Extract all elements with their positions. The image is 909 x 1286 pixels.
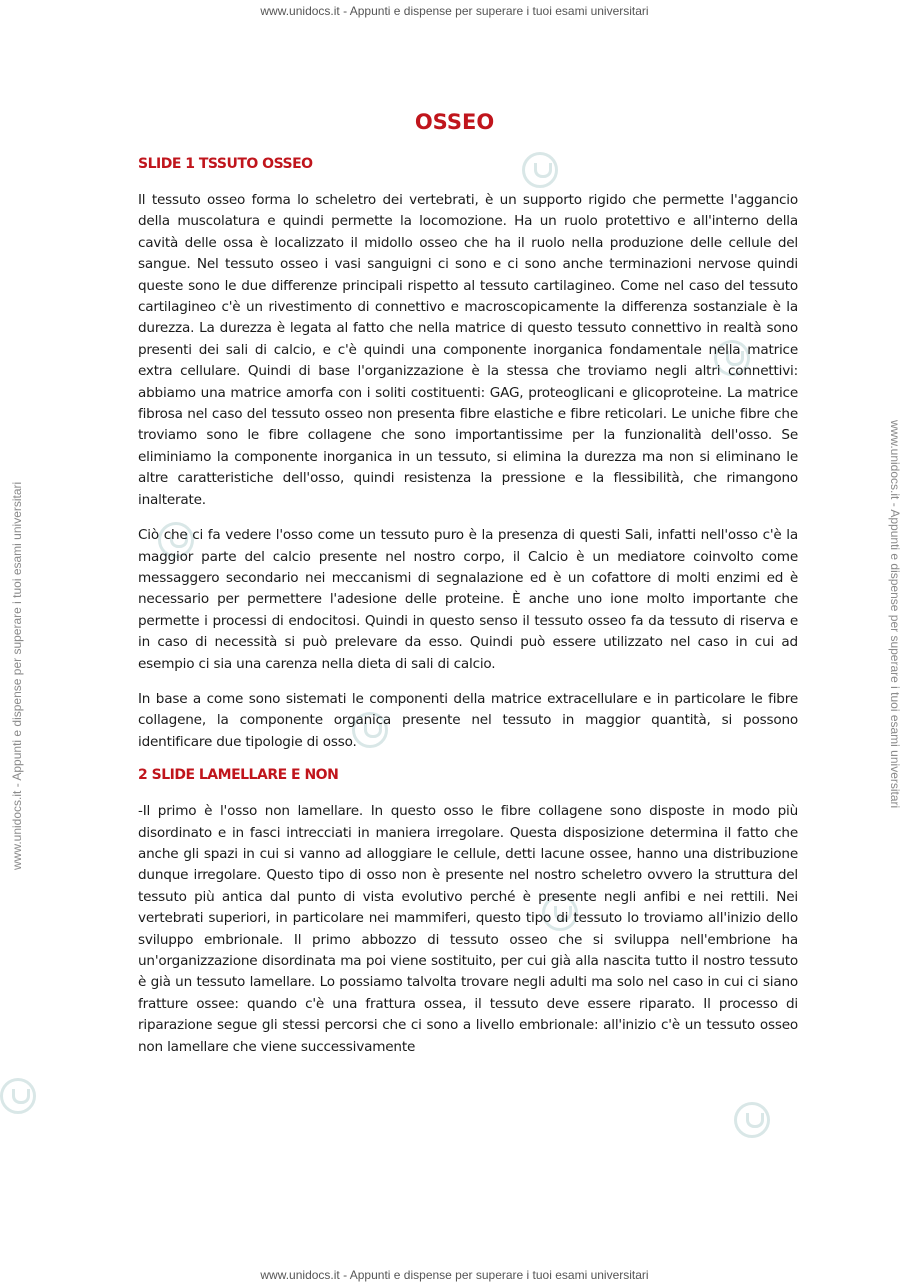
page-title: OSSEO: [414, 110, 495, 134]
watermark-header: www.unidocs.it - Appunti e dispense per superare i tuoi esami universitari: [260, 4, 649, 18]
paragraph: Il tessuto osseo forma lo scheletro dei vertebrati, è un supporto rigido che permette l'aggancio della muscolatura e quindi permette la locomozione. Ha un ruolo protettivo e all'interno della cavità delle ossa è localizzato il midollo osseo che ha il ruolo nella produzione delle cellule del sangue. Nel tessuto osseo i vasi sanguigni ci sono e ci sono anche terminazioni nervose quindi queste sono le due differenze principali rispetto al tessuto cartilagineo. Come nel caso del tessuto cartilagineo c'è un rivestimento di connettivo e macroscopicamente la differenza sostanziale è la durezza. La durezza è legata al fatto che nella matrice di questo tessuto connettivo in realtà sono presenti dei sali di calcio, e c'è quindi una componente inorganica fondamentale nella matrice extra cellulare. Quindi di base l'organizzazione è la stessa che troviamo negli altri connettivi: abbiamo una matrice amorfa con i soliti costituenti: GAG, proteoglicani e glicoproteine. La matrice fibrosa nel caso del tessuto osseo non presenta fibre elastiche e fibre reticolari. Le uniche fibre che troviamo sono le fibre collagene che sono importantissime per la funzionalità dell'osso. Se eliminiamo la componente inorganica in un tessuto, si elimina la durezza ma non si eliminano le altre caratteristiche dell'osso, quindi resistenza la pressione e la flessibilità, che rimangono inalterate.: [138, 192, 798, 508]
watermark-side-right: www.unidocs.it - Appunti e dispense per superare i tuoi esami universitari: [888, 420, 902, 809]
unidocs-logo-icon: [734, 1102, 770, 1138]
paragraph: In base a come sono sistemati le componenti della matrice extracellulare e in particolare le fibre collagene, la componente organica presente nel tessuto in maggior quantità, si possono identificare due tipologie di osso.: [138, 690, 798, 750]
section-heading-tessuto-osseo: SLIDE 1 TSSUTO OSSEO: [138, 156, 313, 172]
unidocs-logo-icon: [0, 1078, 36, 1114]
watermark-footer: www.unidocs.it - Appunti e dispense per superare i tuoi esami universitari: [260, 1268, 649, 1282]
watermark-side-left: www.unidocs.it - Appunti e dispense per superare i tuoi esami universitari: [10, 481, 24, 870]
paragraph: -Il primo è l'osso non lamellare. In questo osso le fibre collagene sono disposte in modo più disordinato e in fasci intrecciati in maniera irregolare. Questa disposizione determina il fatto che anche gli spazi in cui si vanno ad alloggiare le cellule, detti lacune ossee, hanno una distribuzione dunque irregolare. Questo tipo di osso non è presente nel nostro scheletro ovvero la struttura del tessuto più antica dal punto di vista evolutivo perché è presente negli anfibi e nei rettili. Nei vertebrati superiori, in particolare nei mammiferi, questo tipo di tessuto lo troviamo all'inizio dello sviluppo embrionale. Il primo abbozzo di tessuto osseo che si sviluppa nell'embrione ha un'organizzazione disordinata ma poi viene sostituito, per cui già alla nascita tutto il nostro tessuto è già un tessuto lamellare. Lo possiamo talvolta trovare negli adulti ma solo nel caso in cui ci siano fratture ossee: quando c'è una frattura ossea, il tessuto deve essere riparato. Il processo di riparazione segue gli stessi percorsi che ci sono a livello embrionale: all'inizio c'è un tessuto osseo non lamellare che viene successivamente: [138, 803, 798, 1055]
document-body: [138, 156, 798, 1072]
paragraph: Ciò che ci fa vedere l'osso come un tessuto puro è la presenza di questi Sali, infatti nell'osso c'è la maggior parte del calcio presente nel nostro corpo, il Calcio è un mediatore coinvolto come messaggero secondario nei meccanismi di segnalazione ed è un cofattore di molti enzimi ed è necessario per permettere l'adesione delle proteine. È anche uno ione molto importante che permette i processi di endocitosi. Quindi in questo senso il tessuto osseo fa da tessuto di riserva e in caso di necessità si può prelevare da esso. Quindi può essere utilizzato nel caso in cui ad esempio ci sia una carenza nella dieta di sali di calcio.: [138, 527, 798, 672]
section-heading-lamellare: 2 SLIDE LAMELLARE E NON: [138, 767, 339, 784]
